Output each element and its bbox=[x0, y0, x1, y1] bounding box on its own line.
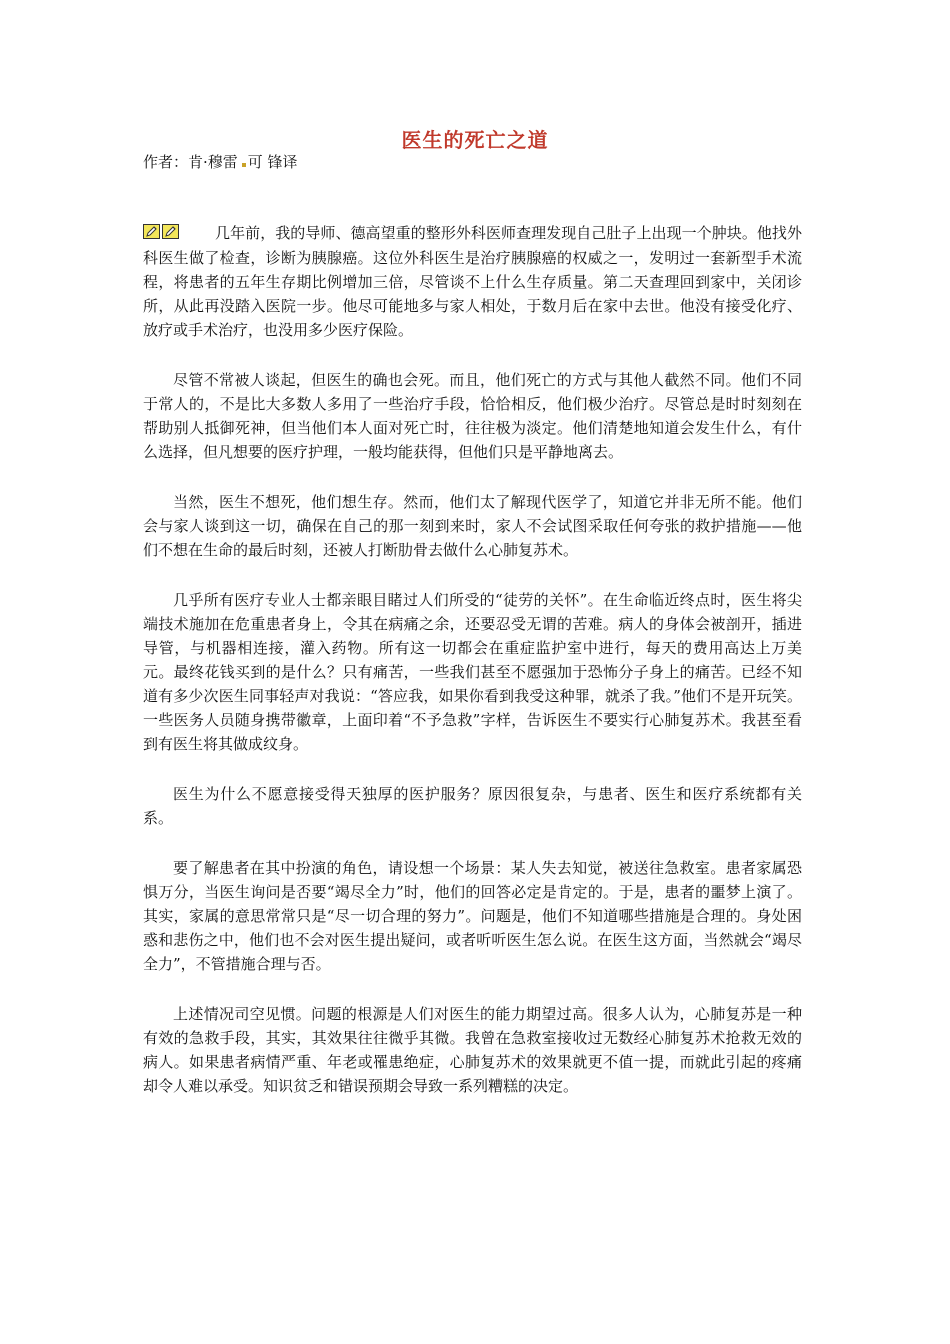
paragraph-text: 几年前，我的导师、德高望重的整形外科医师查理发现自己肚子上出现一个肿块。他找外科医生做了检查，诊断为胰腺癌。这位外科医生是治疗胰腺癌的权威之一，发明过一套新型手术流程，将患者的五年生存期比例增加三倍，尽管谈不上什么生存质量。第二天查理回到家中，关闭诊所，从此再没踏入医院一步。他尽可能地多与家人相处，于数月后在家中去世。他没有接受化疗、放疗或手术治疗，也没用多少医疗保险。 bbox=[143, 224, 802, 339]
paragraph-5: 医生为什么不愿意接受得天独厚的医护服务？原因很复杂，与患者、医生和医疗系统都有关系。 bbox=[143, 785, 802, 827]
inline-icons bbox=[143, 222, 181, 246]
byline-author: 作者：肯·穆雷 bbox=[143, 153, 238, 171]
paragraph-2: 尽管不常被人谈起，但医生的确也会死。而且，他们死亡的方式与其他人截然不同。他们不同于常人的，不是比大多数人多用了一些治疗手段，恰恰相反，他们极少治疗。尽管总是时时刻刻在帮助别人抵御死神，但当他们本人面对死亡时，往往极为淡定。他们清楚地知道会发生什么，有什么选择，但凡想要的医疗护理，一般均能获得，但他们只是平静地离去。 bbox=[143, 371, 802, 461]
inline-marker-icon bbox=[242, 163, 246, 167]
paragraph-7: 上述情况司空见惯。问题的根源是人们对医生的能力期望过高。很多人认为，心肺复苏是一种有效的急救手段，其实，其效果往往微乎其微。我曾在急救室接收过无数经心肺复苏术抢救无效的病人。如果患者病情严重、年老或罹患绝症，心肺复苏术的效果就更不值一提，而就此引起的疼痛却令人难以承受。知识贫乏和错误预期会导致一系列糟糕的决定。 bbox=[143, 1005, 802, 1095]
byline bbox=[143, 151, 298, 172]
byline-translator: 可 锋译 bbox=[247, 153, 298, 171]
paragraph-1 bbox=[143, 221, 802, 342]
article-body bbox=[143, 221, 802, 1124]
paragraph-4: 几乎所有医疗专业人士都亲眼目睹过人们所受的“徒劳的关怀”。在生命临近终点时，医生将尖端技术施加在危重患者身上，令其在病痛之余，还要忍受无谓的苦难。病人的身体会被剖开，插进导管，与机器相连接，灌入药物。所有这一切都会在重症监护室中进行，每天的费用高达上万美元。最终花钱买到的是什么？只有痛苦，一些我们甚至不愿强加于恐怖分子身上的痛苦。已经不知道有多少次医生同事轻声对我说：“答应我，如果你看到我受这种罪，就杀了我。”他们不是开玩笑。一些医务人员随身携带徽章，上面印着“不予急救”字样，告诉医生不要实行心肺复苏术。我甚至看到有医生将其做成纹身。 bbox=[143, 591, 802, 753]
paragraph-3: 当然，医生不想死，他们想生存。然而，他们太了解现代医学了，知道它并非无所不能。他们会与家人谈到这一切，确保在自己的那一刻到来时，家人不会试图采取任何夸张的救护措施——他们不想在生命的最后时刻，还被人打断肋骨去做什么心肺复苏术。 bbox=[143, 493, 802, 559]
paragraph-6: 要了解患者在其中扮演的角色，请设想一个场景：某人失去知觉，被送往急救室。患者家属恐惧万分，当医生询问是否要“竭尽全力”时，他们的回答必定是肯定的。于是，患者的噩梦上演了。其实，家属的意思常常只是“尽一切合理的努力”。问题是，他们不知道哪些措施是合理的。身处困惑和悲伤之中，他们也不会对医生提出疑问，或者听听医生怎么说。在医生这方面，当然就会“竭尽全力”，不管措施合理与否。 bbox=[143, 859, 802, 973]
edit-icon bbox=[143, 224, 160, 239]
page-title: 医生的死亡之道 bbox=[401, 128, 549, 152]
edit-icon bbox=[162, 224, 179, 239]
